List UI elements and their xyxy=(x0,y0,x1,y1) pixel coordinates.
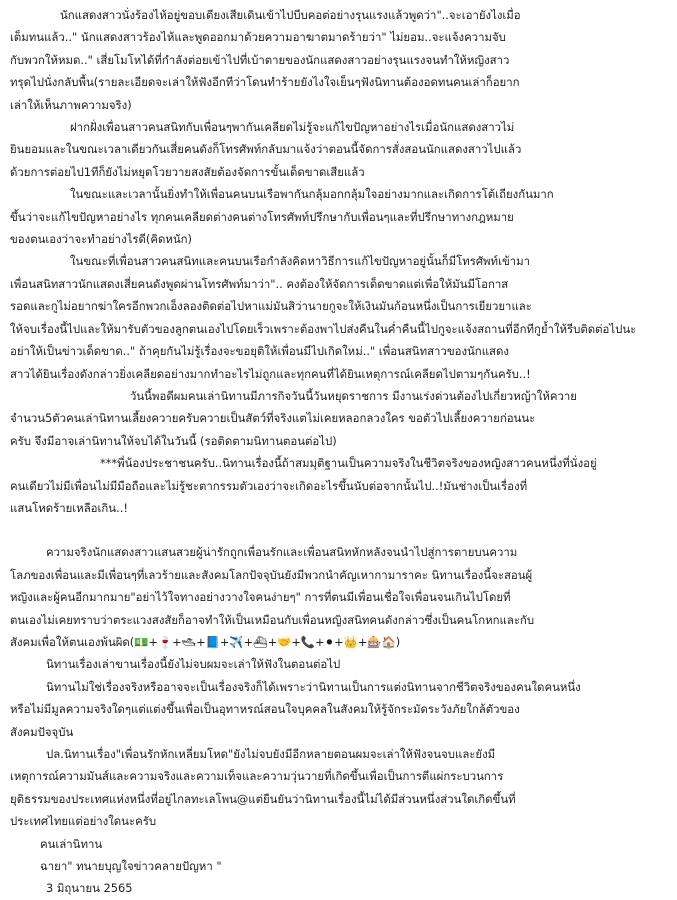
signature-block xyxy=(10,833,670,900)
paragraph-line: แสนโหดร้ายเหลือเกิน..! xyxy=(10,500,128,515)
paragraph-line: จำนวน5ตัวคนเล่านิทานเลี้ยงควายครับควายเป็นสัตว์ที่จริงแตไม่เคยหลอกลวงใคร ขอตัวไปเลี้ยงควายก่อนนะ xyxy=(10,411,536,426)
paragraph-line: ตนเองไม่เคยทราบว่าตระแวงสงสัยก็อาจทำให้เป็นเหมือนกับเพื่อนหญิงสนิทคนดังกล่าวซึ่งเป็นคนโกหกและกับ xyxy=(10,612,535,627)
signature-author-label: คนเล่านิทาน xyxy=(40,836,103,851)
paragraph-line: นักแสดงสาวนั่งร้องไห้อยู่ขอบเตียงเสียเดินเข้าไปบีบคอต่อย่างรุนแรงแล้วพูดว่า"..จะเอายังไงเมื่อ xyxy=(60,8,521,22)
paragraph-line: หญิงและผู้คนอีกมากมาย"อย่าไว้ใจทางอย่างวางใจคนง่ายๆ" การที่ตนมีเพื่อนเชื่อใจเพื่อนจนเกินไปโดยที่ xyxy=(10,590,511,605)
post-paragraph xyxy=(10,183,670,250)
paragraph-line: ***พี่น้องประชาชนครับ..นิทานเรื่องนี้ถ้าสมมุติฐานเป็นความจริงในชีวิตจริงของหญิงสาวคนหนึ่งที่นั่งอยู่ xyxy=(100,456,597,471)
paragraph-line: ในขณะและเวลานั้นยิ่งทำให้เพื่อนคนบนเรือพากันกลุ้มอกกลุ้มใจอย่างมากและเกิดการโต้เถียงกันมาก xyxy=(70,187,554,202)
post-body xyxy=(10,4,670,900)
paragraph-line: โลภของเพื่อนและมีเพื่อนๆที่เลวร้ายและสังคมโลกปัจจุบันยังมีพวกนำคัญเหากามาราคะ นิทานเรื่องนี้จะสอนผู้ xyxy=(10,567,533,582)
paragraph-line: ฝากฝั่งเพื่อนสาวคนสนิทกับเพื่อนๆพากันเคลียดไม่รู้จะแก้ไขปัญหาอย่างไรเมื่อนักแสดงสาวไม่ xyxy=(70,120,515,135)
paragraph-line: เพื่อนสนิทสาวนักแสดงเสี่ยคนดังพูดผ่านโทรศัพท์มาว่า".. คงต้องให้จัดการเด็ดขาดแต่เพื่อให้มันมีโอกาส xyxy=(10,276,509,291)
paragraph-line: ให้จบเรื่องนี้ไปและให้มารับตัวของลูกตนเองไปโดยเร็วเพราะต้องพาไปส่งคืนในค่ำคืนนี้ไปกูจะแจ้งสถานที่อีกทีกูย้ำให้รีบติดต่อไปนะ xyxy=(10,321,637,336)
paragraph-line: รอดและกูไม่อยากฆ่าใครอีกพวกเอ็งลองติดต่อไปหาแม่มันสิว่านายกูจะให้เงินมันก้อนหนึ่งเป็นการเยียวยาและ xyxy=(10,299,532,314)
paragraph-line: เหตุการณ์ความมันส์และความจริงและความเท็จและความวุ่นวายที่เกิดขึ้นเพื่อเป็นการตีแผ่กระบวนการ xyxy=(10,769,504,784)
post-paragraph xyxy=(10,385,670,452)
paragraph-line: ขึ้นว่าจะแก้ไขปัญหาอย่างไร ทุกคนเคลียดต่างคนต่างโทรศัพท์ปรึกษากับเพื่อนๆและที่ปรึกษาทางกฎหมาย xyxy=(10,209,514,224)
paragraph-line: ครับ จึงมีอาจเล่านิทานให้จบได้ในวันนี้ (รอติดตามนิทานตอนต่อไป) xyxy=(10,433,337,448)
signature-alias: ฉายา" ทนายบุญใจข่าวคลายปัญหา " xyxy=(40,859,222,874)
paragraph-line: เต็มทนแล้ว.." นักแสดงสาวร้องไห้และพูดออกมาด้วยความอาฆาตมาดร้ายว่า" ไม่ยอม..จะแจ้งความจับ xyxy=(10,30,506,45)
paragraph-line: สังคมปัจจุบัน xyxy=(10,724,74,739)
post-paragraph xyxy=(10,676,670,743)
paragraph-line: ของตนเองว่าจะทำอย่างไรดี(คิดหนัก) xyxy=(10,232,192,247)
paragraph-line: ความจริงนักแสดงสาวแสนสวยผู้น่ารักถูกเพื่อนรักและเพื่อนสนิทหักหลังจนนำไปสู่การตายบนความ xyxy=(46,545,518,560)
paragraph-line: ยินยอมและในขณะเวลาเดียวกันเสี่ยคนดังก็โทรศัพท์กลับมาแจ้งว่าตอนนี้จัดการสั่งสอนนักแสดงสาวไปแล้ว xyxy=(10,142,522,157)
paragraph-line: ในขณะที่เพื่อนสาวคนสนิทและคนบนเรือกำลังคิดหาวิธีการแก้ไขปัญหาอยู่นั้นก็มีโทรศัพท์เข้ามา xyxy=(70,254,531,269)
paragraph-line: ปล.นิทานเรื่อง"เพื่อนรักหักเหลี่ยมโหด"ยังไม่จบยังมีอีกหลายตอนผมจะเล่าให้ฟังจนจบและยังมี xyxy=(46,747,496,761)
post-paragraph xyxy=(10,250,670,384)
paragraph-line: วันนี้พอดีผมคนเล่านิทานมีภารกิจวันนี้วันหยุดราชการ มีงานเร่งด่วนต้องไปเกี่ยวหญ้าให้ควาย xyxy=(130,388,577,403)
paragraph-line: สาวได้ยินเรื่องดังกล่าวยิ่งเคลียดอย่างมากทำอะไรไม่ถูกและทุกคนที่ได้ยินเหตุการณ์เคลียดไปตามๆกันครับ..! xyxy=(10,366,531,381)
paragraph-line: นิทานไม่ใช่เรื่องจริงหรืออาจจะเป็นเรื่องจริงก็ได้เพราะว่านิทานเป็นการแต่งนิทานจากชีวิตจริงของคนใดคนหนึ่ง xyxy=(46,679,581,694)
paragraph-line: กับพวกให้หมด.." เสี่ยโมโหได้ที่กำลังต่อยเข้าไปที่เบ้าตายของนักแสดงสาวอย่างรุนแรงจนทำให้หญิงสาว xyxy=(10,52,510,67)
paragraph-line: หรือไม่มีมูลความจริงใดๆแต่แต่งขึ้นเพื่อเป็นอุทาหรณ์สอนใจบุคคลในสังคมให้รู้จักระมัดระวังภัยใกล้ตัวของ xyxy=(10,702,520,717)
paragraph-line: ทรุดไปนั่งกลับพื้น(รายละเอียดจะเล่าให้ฟังอีกทีว่าโดนทำร้ายยังไงใจเย็นๆฟังนิทานต้องอดทนคนเล่าก็อยาก xyxy=(10,75,520,90)
paragraph-line: ยุติธรรมของประเทศแห่งหนึ่งที่อยู่ไกลทะเลโพน@แต่ยืนยันว่านิทานเรื่องนี้ไม่ได้มีส่วนหนึ่งส่วนใดเกิดขึ้นที่ xyxy=(10,791,516,806)
paragraph-line: นิทานเรื่องเล่าขานเรื่องนี้ยังไม่จบผมจะเล่าให้ฟังในตอนต่อไป xyxy=(46,657,341,672)
paragraph-line: สังคมเพื่อให้ตนเองพ้นผิด(💵+🍷+🛥+📘+✈️+⛴+🤝+📞+⚫+👑+🎰🏠) xyxy=(10,634,401,649)
paragraph-line: อย่าให้เป็นข่าวเด็ดขาด.." ถ้าคุยกันไม่รู้เรื่องจะขอยุติให้เพื่อนมีไปเกิดใหม่.." เพื่อนสนิทสาวของนักแสดง xyxy=(10,344,509,359)
paragraph-line: เล่าให้เห็นภาพความจริง) xyxy=(10,97,132,112)
paragraph-line: ประเทศไทยแต่อย่างใดนะครับ xyxy=(10,814,157,829)
post-paragraph xyxy=(10,541,670,653)
post-paragraph xyxy=(10,116,670,183)
post-paragraph xyxy=(10,653,670,675)
paragraph-line: ด้วยการต่อยไป1ทีก็ยังไม่หยุดโวยวายสงสัยต้องจัดการขั้นเด็ดขาดเสียแล้ว xyxy=(10,164,365,179)
paragraph-line: คนเดียวไม่มีเพื่อนไม่มีมือถือและไม่รู้ชะตากรรมตัวเองว่าจะเกิดอะไรขึ้นนับต่อจากนั้นไป..!มันช่างเป็นเรื่องที่ xyxy=(10,478,528,493)
post-paragraph xyxy=(10,4,670,116)
post-paragraph xyxy=(10,452,670,519)
signature-date: 3 มิถุนายน 2565 xyxy=(46,881,133,896)
